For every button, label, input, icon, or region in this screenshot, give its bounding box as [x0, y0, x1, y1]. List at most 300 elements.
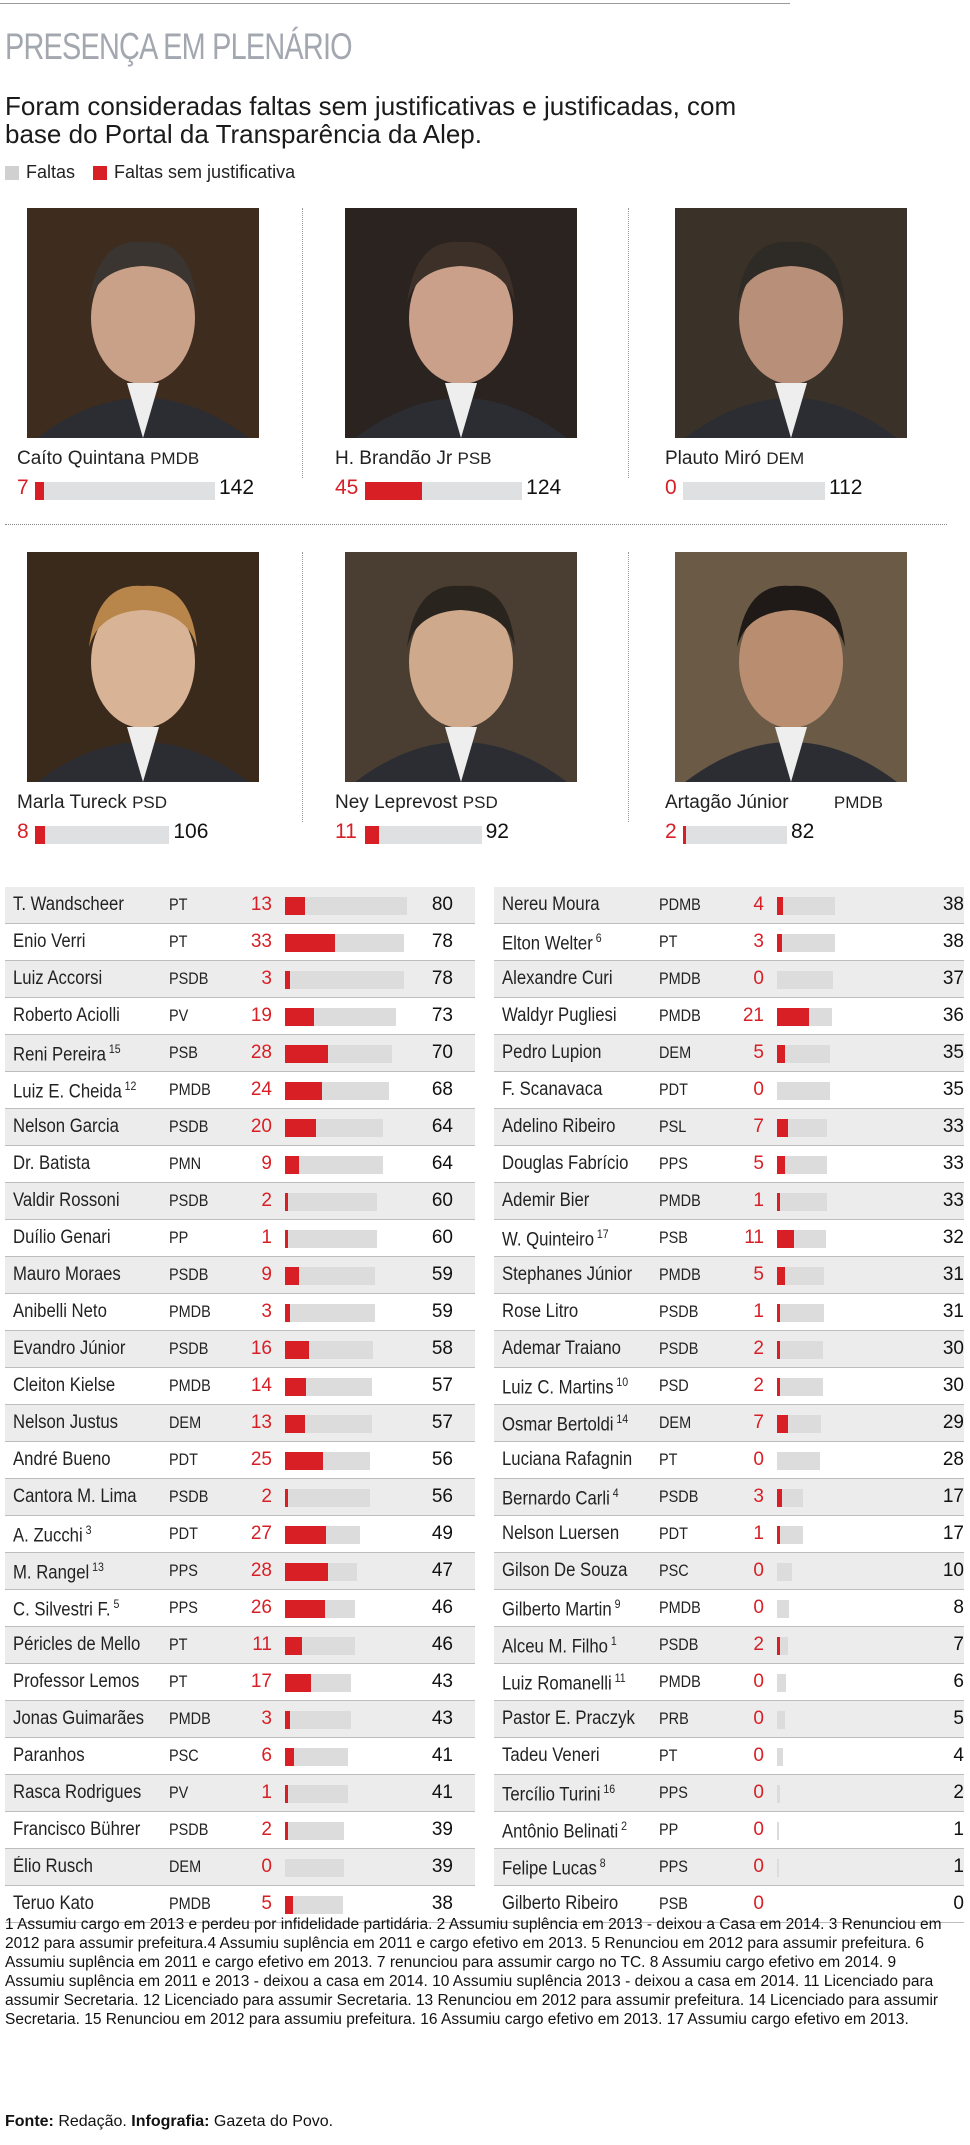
table-row: [494, 1220, 964, 1257]
deputy-party: PMDB: [169, 1080, 211, 1099]
total-label: 4: [953, 1745, 964, 1766]
total-label: 78: [431, 931, 453, 952]
deputy-name: Caíto Quintana: [17, 448, 151, 469]
deputy-party: PMN: [169, 1154, 202, 1173]
table-row: [5, 1220, 475, 1257]
deputy-party: PSDB: [169, 969, 209, 988]
absences-label: 16: [250, 1338, 272, 1359]
deputy-party: PSDB: [659, 1487, 699, 1506]
absences-label: 7: [753, 1412, 764, 1433]
deputy-name: Teruo Kato: [13, 1893, 94, 1914]
total-bar: [285, 1600, 355, 1618]
total-label: 58: [431, 1338, 453, 1359]
total-bar: [777, 1008, 832, 1026]
deputy-name: Luiz E. Cheida $^{12}$: [13, 1079, 137, 1103]
total-bar: [285, 1267, 375, 1285]
table-row: [494, 961, 964, 998]
table-row: [5, 1812, 475, 1849]
absence-bar: [285, 1267, 299, 1285]
featured-deputy: [335, 208, 635, 538]
total-label: 60: [431, 1190, 453, 1211]
table-row: [494, 1590, 964, 1627]
total-bar: [285, 934, 404, 952]
featured-deputy-name: [665, 448, 804, 470]
total-label: 70: [431, 1042, 453, 1063]
deputy-name: Jonas Guimarães: [13, 1708, 145, 1729]
footnote-ref: 1: [607, 1634, 617, 1648]
table-row: [5, 1664, 475, 1701]
total-label: 56: [431, 1449, 453, 1470]
total-label: 68: [431, 1079, 453, 1100]
deputy-photo: [675, 208, 907, 438]
deputy-name: Anibelli Neto: [13, 1301, 107, 1322]
featured-divider: [302, 552, 303, 822]
absence-bar: [777, 1119, 788, 1137]
footnote-ref: 4: [609, 1486, 619, 1500]
absences-label: 2: [261, 1819, 272, 1840]
deputy-party: PSDB: [659, 1635, 699, 1654]
absences-label: 0: [261, 1856, 272, 1877]
featured-total-label: 124: [526, 476, 562, 499]
deputy-name: H. Brandão Jr: [335, 448, 458, 469]
deputy-name: Rose Litro: [502, 1301, 579, 1322]
total-label: 35: [942, 1079, 964, 1100]
absences-label: 0: [753, 1708, 764, 1729]
featured-divider: [628, 552, 629, 822]
absence-bar: [285, 1193, 288, 1211]
total-bar: [777, 1193, 827, 1211]
total-label: 6: [953, 1671, 964, 1692]
deputy-photo: [27, 552, 259, 782]
absences-label: 33: [250, 931, 272, 952]
featured-deputy-name: [665, 792, 883, 814]
total-label: 46: [431, 1634, 453, 1655]
total-bar: [777, 1637, 788, 1655]
total-label: 0: [953, 1893, 964, 1914]
deputy-name: Nelson Luersen: [502, 1523, 620, 1544]
total-label: 5: [953, 1708, 964, 1729]
absence-bar: [285, 1230, 288, 1248]
table-row: [5, 924, 475, 961]
total-bar: [285, 1304, 375, 1322]
absences-label: 5: [753, 1153, 764, 1174]
deputy-party: PT: [659, 1746, 678, 1765]
page-subtitle: Foram consideradas faltas sem justificativas e justificadas, com base do Portal da Transparência da Alep.: [5, 91, 737, 149]
deputy-party: PSDB: [169, 1487, 209, 1506]
deputy-party: PDT: [659, 1524, 688, 1543]
featured-deputy: [5, 552, 305, 882]
legend-swatch-grey: [5, 166, 19, 180]
absences-label: 11: [744, 1227, 764, 1248]
featured-divider: [628, 208, 629, 478]
table-row: [494, 1627, 964, 1664]
deputy-name: Felipe Lucas $^8$: [502, 1856, 606, 1880]
table-row: [494, 887, 964, 924]
table-row: [5, 1479, 475, 1516]
footnote-ref: 9: [611, 1597, 621, 1611]
total-label: 29: [942, 1412, 964, 1433]
total-bar: [777, 1156, 827, 1174]
footnote-ref: 5: [110, 1597, 120, 1611]
deputy-name: Valdir Rossoni: [13, 1190, 120, 1211]
table-row: [494, 924, 964, 961]
deputy-name: Ademir Bier: [502, 1190, 590, 1211]
deputy-name: Luiz Accorsi: [13, 968, 103, 989]
deputy-party: PSD: [659, 1376, 689, 1395]
total-label: 17: [942, 1486, 964, 1507]
table-row: [5, 961, 475, 998]
total-bar: [777, 1600, 789, 1618]
deputy-name: Nelson Justus: [13, 1412, 119, 1433]
deputy-party: PPS: [169, 1598, 198, 1617]
deputy-photo: [345, 552, 577, 782]
deputy-name: Tadeu Veneri: [502, 1745, 600, 1766]
absences-label: 0: [753, 1597, 764, 1618]
deputy-party: PMDB: [659, 1006, 701, 1025]
total-label: 32: [942, 1227, 964, 1248]
table-row: [494, 1479, 964, 1516]
table-row: [5, 1035, 475, 1072]
legend-item-faltas: [5, 162, 75, 183]
footnote-ref: 17: [594, 1227, 609, 1241]
total-bar: [777, 1378, 823, 1396]
footnote-ref: 16: [600, 1782, 616, 1796]
featured-absences-label: 0: [665, 476, 677, 499]
total-label: 33: [942, 1116, 964, 1137]
deputy-photo: [27, 208, 259, 438]
table-row: [5, 1257, 475, 1294]
legend-label-sem-justificativa: Faltas sem justificativa: [114, 162, 296, 182]
absence-bar: [777, 1341, 780, 1359]
absence-bar: [285, 1748, 294, 1766]
absence-bar: [285, 1082, 322, 1100]
absences-label: 14: [250, 1375, 272, 1396]
absences-label: 2: [753, 1375, 764, 1396]
deputy-party: PMDB: [169, 1894, 211, 1913]
table-row: [494, 1553, 964, 1590]
deputy-name: Ademar Traiano: [502, 1338, 621, 1359]
featured-absence-bar: [35, 482, 44, 500]
deputy-party: PMDB: [659, 1672, 701, 1691]
total-bar: [285, 1563, 357, 1581]
table-row: [5, 1294, 475, 1331]
total-label: 38: [942, 931, 964, 952]
featured-absences-label: 7: [17, 476, 29, 499]
deputy-party: PSDB: [169, 1117, 209, 1136]
deputy-name: Marla Tureck: [17, 792, 133, 813]
total-bar: [285, 897, 407, 915]
total-label: 39: [431, 1819, 453, 1840]
featured-total-label: 92: [485, 820, 509, 843]
table-row: [494, 1516, 964, 1553]
table-row: [5, 1849, 475, 1886]
deputy-name: Elton Welter $^6$: [502, 931, 602, 955]
absence-bar: [285, 1378, 306, 1396]
table-row: [494, 1331, 964, 1368]
absences-label: 1: [261, 1227, 272, 1248]
deputy-party: PT: [659, 932, 678, 951]
absences-label: 0: [753, 1560, 764, 1581]
absences-label: 2: [753, 1634, 764, 1655]
table-row: [494, 1257, 964, 1294]
featured-deputy: [335, 552, 635, 882]
deputy-name: Gilberto Ribeiro: [502, 1893, 619, 1914]
deputy-name: Alceu M. Filho $^1$: [502, 1634, 617, 1658]
featured-total-label: 106: [173, 820, 209, 843]
absences-label: 24: [250, 1079, 272, 1100]
absence-bar: [285, 1563, 328, 1581]
deputy-party: PPS: [659, 1154, 688, 1173]
absence-bar: [285, 1045, 328, 1063]
deputy-party: PMDB: [150, 449, 200, 468]
deputy-party: PPS: [169, 1561, 198, 1580]
legend-item-sem-justificativa: [93, 162, 295, 183]
deputy-name: André Bueno: [13, 1449, 111, 1470]
deputy-party: PDT: [659, 1080, 688, 1099]
deputy-name: Antônio Belinati $^2$: [502, 1819, 628, 1843]
absences-label: 17: [250, 1671, 272, 1692]
absences-label: 9: [261, 1153, 272, 1174]
deputy-party: PT: [169, 1635, 188, 1654]
deputy-name: Nereu Moura: [502, 894, 600, 915]
deputy-party: DEM: [659, 1413, 692, 1432]
footnote-ref: 2: [618, 1819, 628, 1833]
absence-bar: [285, 1304, 290, 1322]
deputy-party: PSC: [659, 1561, 689, 1580]
footnotes: 1 Assumiu cargo em 2013 e perdeu por infidelidade partidária. 2 Assumiu suplência em 2013 - deixou a Casa em 2014. 3 Renunciou em 2012 para assumir prefeitura.4 Assumiu suplência em 2011 e cargo efetivo em 2013. 5 Renunciou em 2012 para assumir prefeitura. 6 Assumiu suplência em 2011 e cargo efetivo em 2013. 7 renunciou para assumir cargo no TC. 8 Assumiu cargo efetivo em 2014. 9 Assumiu suplência em 2011 e 2013 - deixou a casa em 2014. 10 Assumiu suplência 2013 - deixou a casa em 2014. 11 Licenciado para assumir Secretaria. 12 Licenciado para assumir Secretaria. 13 Renunciou em 2012 para assumir prefeitura. 14 Licenciado para assumir Secretaria. 15 Renunciou em 2012 para assumiu prefeitura. 16 Assumiu cargo efetivo em 2013. 17 Assumiu cargo efetivo em 2013.: [5, 1916, 942, 2028]
absence-bar: [777, 897, 783, 915]
deputy-party: PSD: [132, 793, 168, 812]
total-label: 47: [431, 1560, 453, 1581]
deputy-party: DEM: [169, 1857, 202, 1876]
absences-label: 21: [742, 1005, 764, 1026]
deputy-name: Stephanes Júnior: [502, 1264, 633, 1285]
total-label: 30: [942, 1338, 964, 1359]
featured-deputy: [665, 208, 970, 538]
deputy-party: DEM: [169, 1413, 202, 1432]
absences-label: 0: [753, 1671, 764, 1692]
deputy-name: T. Wandscheer: [13, 894, 124, 915]
absence-bar: [285, 1489, 288, 1507]
total-bar: [777, 1526, 803, 1544]
deputy-party: PP: [169, 1228, 189, 1247]
absences-label: 1: [753, 1523, 764, 1544]
featured-absence-bar: [35, 826, 45, 844]
total-bar: [285, 1378, 372, 1396]
absences-label: 3: [753, 931, 764, 952]
deputy-name: Luiz C. Martins $^{10}$: [502, 1375, 629, 1399]
deputies-table-left: [5, 887, 475, 1923]
deputy-name: Plauto Miró: [665, 448, 767, 469]
table-row: [5, 1627, 475, 1664]
deputy-name: Nelson Garcia: [13, 1116, 119, 1137]
absences-label: 1: [261, 1782, 272, 1803]
absence-bar: [285, 971, 290, 989]
deputy-party: PPS: [659, 1857, 688, 1876]
source-infografia: Gazeta do Povo.: [209, 2113, 334, 2130]
absence-bar: [285, 1600, 325, 1618]
featured-divider: [5, 524, 947, 525]
deputy-party: PT: [169, 895, 188, 914]
deputy-name: Pedro Lupion: [502, 1042, 602, 1063]
deputy-party: PSB: [169, 1043, 198, 1062]
featured-total-label: 82: [790, 820, 815, 843]
total-bar: [285, 1008, 396, 1026]
absence-bar: [777, 1526, 780, 1544]
deputy-name: Luciana Rafagnin: [502, 1449, 633, 1470]
absences-label: 1: [753, 1190, 764, 1211]
deputy-name: Ney Leprevost: [335, 792, 463, 813]
absence-bar: [777, 1156, 785, 1174]
total-bar: [285, 1896, 343, 1914]
total-bar: [777, 1489, 803, 1507]
page-title: PRESENÇA EM PLENÁRIO: [5, 26, 352, 67]
total-bar: [777, 971, 833, 989]
deputy-party: PMDB: [659, 969, 701, 988]
absences-label: 0: [753, 968, 764, 989]
source-infografia-label: Infografia:: [131, 2113, 210, 2130]
deputy-party: PV: [169, 1006, 189, 1025]
deputy-party: PMDB: [169, 1709, 211, 1728]
total-bar: [777, 1230, 826, 1248]
deputy-name: Waldyr Pugliesi: [502, 1005, 617, 1026]
total-label: 49: [431, 1523, 453, 1544]
total-bar: [777, 1563, 792, 1581]
total-bar: [777, 1822, 779, 1840]
featured-total-bar: [683, 482, 825, 500]
absence-bar: [777, 1415, 788, 1433]
source-fonte: Redação.: [53, 2113, 132, 2130]
absences-label: 3: [753, 1486, 764, 1507]
total-bar: [777, 1748, 783, 1766]
deputy-name: Evandro Júnior: [13, 1338, 126, 1359]
table-row: [494, 1664, 964, 1701]
deputy-party: PMDB: [169, 1376, 211, 1395]
total-bar: [285, 971, 404, 989]
deputy-party: PT: [659, 1450, 678, 1469]
total-bar: [285, 1711, 351, 1729]
footnote-ref: 10: [613, 1375, 629, 1389]
total-bar: [777, 1415, 821, 1433]
absences-label: 0: [753, 1449, 764, 1470]
absence-bar: [285, 1711, 290, 1729]
total-label: 60: [431, 1227, 453, 1248]
deputy-name: Duílio Genari: [13, 1227, 111, 1248]
absence-bar: [285, 1526, 326, 1544]
footnote-ref: 3: [82, 1523, 92, 1537]
deputy-name: Professor Lemos: [13, 1671, 140, 1692]
deputy-name: Alexandre Curi: [502, 968, 613, 989]
deputy-party: DEM: [659, 1043, 692, 1062]
total-bar: [777, 1711, 785, 1729]
absence-bar: [777, 1304, 780, 1322]
total-bar: [777, 1045, 830, 1063]
absences-label: 3: [261, 1301, 272, 1322]
total-bar: [285, 1489, 370, 1507]
total-label: 73: [431, 1005, 453, 1026]
deputy-name: W. Quinteiro $^{17}$: [502, 1227, 609, 1251]
table-row: [494, 1812, 964, 1849]
total-bar: [777, 1082, 830, 1100]
deputy-party: PMDB: [659, 1598, 701, 1617]
absences-label: 5: [753, 1264, 764, 1285]
total-bar: [285, 1082, 389, 1100]
deputy-party: PSB: [457, 449, 492, 468]
absence-bar: [285, 1415, 305, 1433]
absences-label: 20: [250, 1116, 272, 1137]
deputy-name: Osmar Bertoldi $^{14}$: [502, 1412, 629, 1436]
deputy-party: PMDB: [169, 1302, 211, 1321]
absence-bar: [285, 1156, 299, 1174]
absences-label: 28: [250, 1042, 272, 1063]
absences-label: 0: [753, 1856, 764, 1877]
deputy-name: Rasca Rodrigues: [13, 1782, 142, 1803]
table-row: [494, 1146, 964, 1183]
total-label: 43: [431, 1708, 453, 1729]
footnote-ref: 12: [121, 1079, 137, 1093]
deputy-name: Élio Rusch: [13, 1856, 93, 1877]
featured-deputy-name: [335, 448, 492, 470]
table-row: [494, 1442, 964, 1479]
total-bar: [777, 1304, 824, 1322]
featured-deputy-name: [17, 792, 167, 814]
absence-bar: [777, 1045, 785, 1063]
deputy-party: PSDB: [659, 1302, 699, 1321]
total-label: 46: [431, 1597, 453, 1618]
total-bar: [777, 1452, 820, 1470]
table-row: [494, 1109, 964, 1146]
deputy-party: PT: [169, 932, 188, 951]
total-label: 43: [431, 1671, 453, 1692]
total-bar: [285, 1859, 344, 1877]
total-bar: [777, 934, 835, 952]
absence-bar: [777, 1193, 780, 1211]
table-row: [5, 1146, 475, 1183]
absences-label: 9: [261, 1264, 272, 1285]
absence-bar: [285, 1008, 314, 1026]
featured-total-label: 142: [219, 476, 255, 499]
table-row: [5, 1183, 475, 1220]
deputy-name: Adelino Ribeiro: [502, 1116, 616, 1137]
absence-bar: [285, 1341, 309, 1359]
absences-label: 28: [250, 1560, 272, 1581]
total-label: 59: [431, 1301, 453, 1322]
total-bar: [285, 1748, 348, 1766]
total-label: 36: [942, 1005, 964, 1026]
deputy-name: Enio Verri: [13, 931, 86, 952]
absences-label: 19: [250, 1005, 272, 1026]
deputy-party: PSL: [659, 1117, 687, 1136]
deputy-name: Dr. Batista: [13, 1153, 91, 1174]
total-label: 41: [431, 1745, 453, 1766]
table-row: [5, 1109, 475, 1146]
deputy-party: DEM: [766, 449, 805, 468]
footnote-ref: 6: [592, 931, 602, 945]
top-rule: [0, 3, 790, 4]
total-bar: [285, 1674, 351, 1692]
deputy-party: PPS: [659, 1783, 688, 1802]
absences-label: 11: [252, 1634, 272, 1655]
total-label: 37: [942, 968, 964, 989]
deputy-party: PMDB: [659, 1265, 701, 1284]
deputy-name: Reni Pereira $^{15}$: [13, 1042, 121, 1066]
total-bar: [285, 1415, 372, 1433]
featured-total-bar: [365, 482, 522, 500]
total-label: 28: [942, 1449, 964, 1470]
featured-deputy: [665, 552, 970, 882]
total-bar: [285, 1637, 355, 1655]
absences-label: 25: [250, 1449, 272, 1470]
